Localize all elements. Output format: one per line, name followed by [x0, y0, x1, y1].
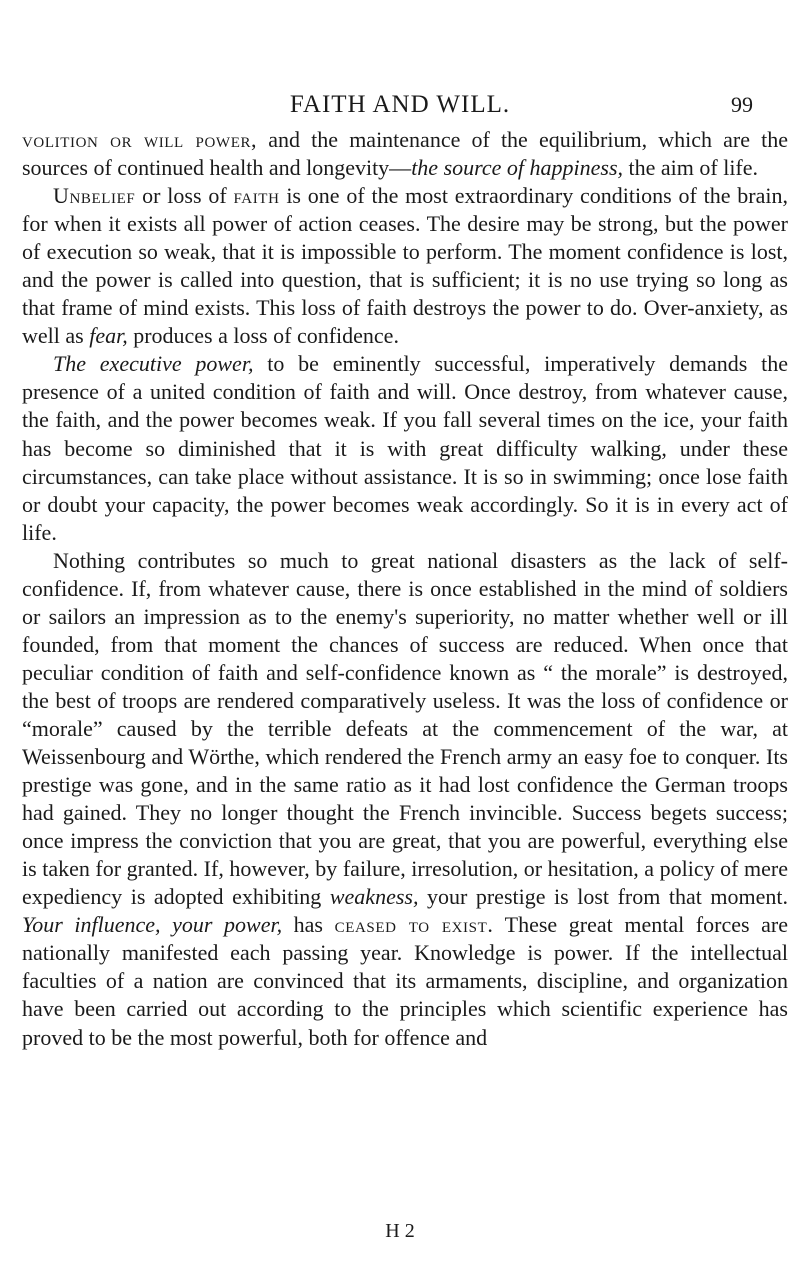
running-title: FAITH AND WILL.	[289, 91, 511, 118]
body-text	[22, 126, 788, 1052]
text-span: These great mental forces are nationally manifested each passing year. Knowledge is power. If the intellectual faculties of a nation are convinced that its armaments, discipline, and organization have been carried out according to the principles which scientific experience has proved to be the most powerful, both for offence and	[22, 912, 788, 1050]
signature-mark: H 2	[385, 1220, 415, 1242]
page-number: 99	[731, 92, 753, 117]
italic-phrase: Your influence, your power,	[22, 912, 283, 938]
running-head	[0, 88, 800, 122]
text-span: to be eminently successful, imperatively demands the presence of a united condition of faith and will. Once destroy, from whatever cause, the faith, and the power becomes weak. If you fall several times on the ice, your faith has become so diminished that it is with great difficulty walking, under these circumstances, can take place without assistance. It is so in swimming; once lose faith or doubt your capacity, the power becomes weak accordingly. So it is in every act of life.	[22, 351, 788, 545]
text-span: the aim of life.	[623, 155, 759, 181]
text-span: and the maintenance of the equilibrium, which are the sources of continued health and longevity—	[22, 127, 788, 181]
paragraph-4	[22, 547, 788, 1052]
italic-phrase: The executive power,	[53, 351, 254, 377]
paragraph-2	[22, 182, 788, 350]
small-caps-phrase: faith	[233, 183, 280, 209]
italic-phrase: fear,	[89, 323, 128, 349]
paragraph-1	[22, 126, 788, 182]
italic-phrase: the source of happiness,	[411, 155, 624, 181]
italic-phrase: weakness,	[329, 884, 419, 910]
small-caps-phrase: Unbelief	[53, 183, 136, 209]
text-span: is one of the most extraordinary conditions of the brain, for when it exists all power of action ceases. The desire may be strong, but the power of execution so weak, that it is impossible to perform. The moment confidence is lost, and the power is called into question, that is sufficient; it is no use trying so long as that frame of mind exists. This loss of faith destroys the power to do. Over-anxiety, as well as	[22, 183, 789, 349]
paragraph-3	[22, 350, 788, 546]
text-span: produces a loss of confidence.	[127, 323, 399, 349]
small-caps-phrase: volition or will power,	[22, 127, 258, 152]
small-caps-phrase: ceased to exist.	[334, 912, 494, 938]
text-span: or loss of	[135, 183, 234, 209]
text-span: Nothing contributes so much to great national disasters as the lack of self-confidence. If, from whatever cause, there is once established in the mind of soldiers or sailors an impression as to the enemy's superiority, no matter whether well or ill founded, from that moment the chances of success are reduced. When once that peculiar condition of faith and self-confidence known as “ the morale” is destroyed, the best of troops are rendered comparatively useless. It was the loss of confidence or “morale” caused by the terrible defeats at the commencement of the war, at Weissenbourg and Wörthe, which rendered the French army an easy foe to conquer. Its prestige was gone, and in the same ratio as it had lost confidence the German troops had gained. They no longer thought the French invincible. Success begets success; once impress the conviction that you are great, that you are powerful, everything else is taken for granted. If, however, by failure, irresolution, or hesitation, a policy of mere expediency is adopted exhibiting	[22, 547, 788, 910]
text-span: your prestige is lost from that moment.	[418, 884, 788, 910]
text-span: has	[282, 912, 335, 938]
